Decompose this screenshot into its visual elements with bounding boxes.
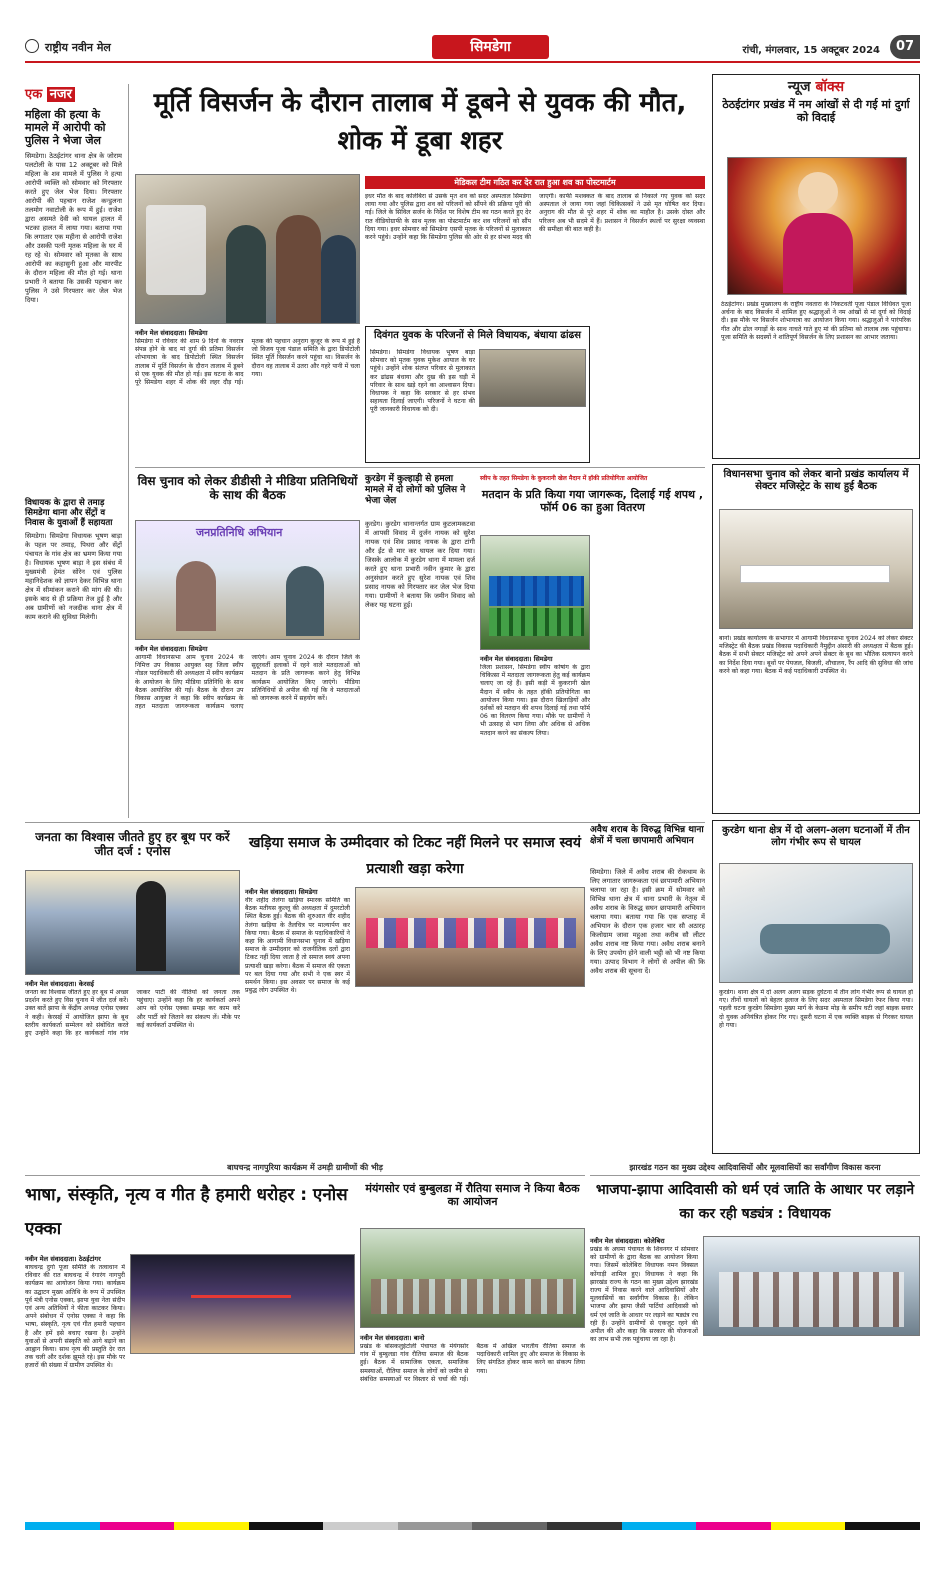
ddc-body: आगामी विधानसभा आम चुनाव 2024 के निमित्त उप विकास आयुक्त सह जिला स्वीप नोडल पदाधिकारी की अध्यक्षता में स्वीप कार्यक्रम के आयोजन के लिए मीडिया प्रतिनिधि के साथ बैठक आयोजित की गई। बैठक के दौरान उप विकास आयुक्त ने कहा कि स्वीप कार्यक्रम के तहत मतदाता जागरूकता कार्यक्रम चलाए जाएंगे। आम चुनाव 2024 के दौरान जिले के सुदूरवर्ती इलाकों में रहने वाले मतदाताओं को मतदान के प्रति जागरूक करने हेतु विभिन्न कार्यक्रम आयोजित किए जाएंगे। मीडिया प्रतिनिधियों से अपील की गई कि वे मतदाताओं को जागरूक करने में सहयोग करें।	[135, 654, 360, 711]
sweep-dateline: नवीन मेल संवाददाता। सिमडेगा	[480, 655, 553, 663]
ddc-dateline: नवीन मेल संवाददाता। सिमडेगा	[135, 645, 208, 653]
manjhi-dateline: नवीन मेल संवाददाता। बानो	[360, 1334, 425, 1342]
lead-dateline: नवीन मेल संवाददाता। सिमडेगा	[135, 329, 208, 337]
anos1-headline: जनता का विश्वास जीतते हुए हर बूथ पर करें जीत दर्ज : एनोस	[35, 830, 230, 859]
news-box-headline: ठेठईटांगर प्रखंड में नम आंखों से दी गई मां दुर्गा को विदाई	[722, 98, 910, 125]
anos2-body-cont	[130, 1359, 355, 1514]
bjp-body-cont	[703, 1341, 920, 1514]
ek-nazar-headline-1: महिला की हत्या के मामले में आरोपी को पुलिस ने भेजा जेल	[25, 108, 106, 148]
sweep-headline: मतदान के प्रति किया गया जागरूक, दिलाई गई शपथ , फॉर्म 06 का हुआ वितरण	[481, 488, 704, 515]
mla-box-headline: दिवंगत युवक के परिजनों से मिले विधायक, बंधाया ढांढस	[373, 330, 581, 341]
news-box-tag-a: न्यूज	[787, 79, 811, 95]
section-rule-2	[25, 822, 705, 823]
section-rule	[135, 467, 705, 468]
ddc-banner: जनप्रतिनिधि अभियान	[196, 526, 283, 539]
liquor-headline: अवैध शराब के विरुद्ध विभिन्न थाना क्षेत्रों में चला छापामारी अभियान	[590, 825, 704, 846]
ddc-photo	[135, 520, 360, 640]
ddc-headline: विस चुनाव को लेकर डीडीसी ने मीडिया प्रतिनिधियों के साथ की बैठक	[137, 474, 358, 503]
bjp-photo	[703, 1236, 920, 1336]
lead-body-b: इधर मौत के बाद कोलेबिरा से उसके मृत शव को सदर अस्पताल सिमडेगा लाया गया और पुलिस द्वारा शव को परिजनों को सौंपने की प्रक्रिया पूरी की गई। जिले के सिविल सर्जन के निर्देश पर विशेष टीम का गठन करते हुए देर रात वीडियोग्राफी के साथ मृतक का पोस्टमार्टम कर शव परिजनों को सौंप दिया गया। इधर सोमवार को सिमडेगा एसपी मृतक के परिजनों से मुलाकात करने पहुंचे। उन्होंने कहा कि सिमडेगा पुलिस की ओर से हर संभव मदद की जाएगी। काफी मशक्कत के बाद तालाब से निकाले गए युवक को सदर अस्पताल ले जाया गया जहां चिकित्सकों ने उसे मृत घोषित कर दिया। अनुराग की मौत से पूरे शहर में शोक का माहौल है। उसके दोस्त और परिजन अब भी सदमे में हैं। प्रशासन ने विसर्जन स्थलों पर सुरक्षा व्यवस्था की समीक्षा की बात कही है।	[365, 193, 705, 242]
manjhi-body: प्रखंड के बांसकलुईटोली पंचायत के मंयंगसोर गांव में बुम्बुलडा गांव रौतिया समाज की बैठक हुई। बैठक में सामाजिक एकता, समाजिक समस्याओं, रौतिया समाज के लोगों को जमीन से संबंधित समस्याओं पर विस्तार से चर्चा की गई। बैठक में अखिल भारतीय रौतिया समाज के पदाधिकारी शामिल हुए और समाज के विकास के लिए संगठित होकर काम करने का संकल्प लिया गया।	[360, 1343, 585, 1383]
anos1-body: जनता का विश्वास जीतते हुए हर बूथ में अच्छा प्रदर्शन करते हुए विस चुनाव में जीत दर्ज करें। उक्त बातें झापा के केंद्रीय अध्यक्ष एनोस एक्का ने कही। केरसई में आयोजित झापा के बूथ स्तरीय कार्यकर्ता सम्मेलन को संबोधित करते हुए उन्होंने कहा कि हर कार्यकर्ता गांव गांव जाकर पार्टी की नीतियों को जनता तक पहुंचाए। उन्होंने कहा कि हर कार्यकर्ता अपने आप को एनोस एक्का समझ कर काम करें और पार्टी को जिताने का संकल्प लें। मौके पर कई कार्यकर्ता उपस्थित थे।	[25, 989, 240, 1038]
column-rule	[128, 84, 129, 818]
color-registration-strip	[25, 1522, 920, 1530]
bjp-body: प्रखंड के अघमा पंचायत के शिवनगर में सोमवार को ग्रामीणों के द्वारा बैठक का आयोजन किया गया। जिसमें कोलेबिरा विधायक नमन विक्सल कोंगाड़ी शामिल हुए। विधायक ने कहा कि झारखंड राज्य के गठन का मुख्य उद्देश्य झारखंड राज्य में निवास करने वाले आदिवासियों और मूलवासियों का सर्वांगीण विकास है। लेकिन भाजपा और झापा जैसी पार्टियां आदिवासी को धर्म एवं जाति के आधार पर लड़ाने का षड्यंत्र रच रही हैं। उन्होंने ग्रामीणों से एकजुट रहने की अपील की और कहा कि सरकार की योजनाओं का लाभ सभी तक पहुंचाया जा रहा है।	[590, 1246, 698, 1344]
lead-kicker: मेडिकल टीम गठित कर देर रात हुआ शव का पोस्टमार्टम	[365, 176, 705, 189]
sweep-body-cont	[594, 535, 705, 814]
kharia-headline: खड़िया समाज के उम्मीदवार को टिकट नहीं मिलने पर समाज स्वयं प्रत्याशी खड़ा करेगा	[249, 835, 581, 877]
durga-idol-photo	[727, 157, 907, 295]
bottom-kicker-left: बाघचन्द्र नागपुरिया कार्यक्रम में उमड़ी ग्रामीणों की भीड़	[25, 1162, 585, 1176]
anos2-photo	[130, 1254, 355, 1354]
sweep-body: जिला प्रशासन, सिमडेगा स्वीप कोषांग के द्वारा चिकित्सा में मतदाता जागरूकता हेतु कई कार्यक्रम चलाए जा रहे हैं। इसी कड़ी में कुकरानी खेल मैदान में स्वीप के तहत हॉकी प्रतियोगिता का आयोजन किया गया। इस दौरान खिलाड़ियों और दर्शकों को मतदान की शपथ दिलाई गई तथा फॉर्म 06 का वितरण किया गया। मौके पर ग्रामीणों ने भी उत्साह से भाग लिया और अधिक से अधिक मतदान करने का संकल्प लिया।	[480, 664, 590, 737]
registration-mark	[25, 39, 39, 53]
meeting-photo	[719, 509, 913, 629]
ek-nazar-tag-a: एक	[25, 87, 43, 102]
anos2-body: बाघचन्द्र दुर्गा पूजा समिति के तत्वाधान में रविवार की रात बाघचन्द्र में रंगारंग नागपुरी कार्यक्रम का आयोजन किया गया। कार्यक्रम का उद्घाटन मुख्य अतिथि के रूप में उपस्थित पूर्व मंत्री एनोस एक्का, झापा युवा नेता संदीप एवं अन्य अतिथियों ने फीता काटकर किया। अपने संबोधन में एनोस एक्का ने कहा कि भाषा, संस्कृति, नृत्य एवं गीत हमारी पहचान है और हमें इसे बचाए रखना है। उन्होंने युवाओं से अपनी संस्कृति को आगे बढ़ाने का आह्वान किया। साथ नृत्य की प्रस्तुति देर रात तक चली और दर्शक झूमते रहे। इस मौके पर हजारों की संख्या में ग्रामीण उपस्थित थे।	[25, 1264, 125, 1370]
kharia-body-cont	[355, 992, 585, 1154]
injury-headline: कुरडेग थाना क्षेत्र में दो अलग-अलग घटनाओं में तीन लोग गंभीर रूप से घायल	[722, 825, 910, 848]
lead-body-c	[594, 326, 705, 463]
news-box-tag-b: बॉक्स	[815, 79, 845, 95]
ek-nazar-tag-b: नजर	[47, 87, 75, 102]
anos1-dateline: नवीन मेल संवाददाता। केरसई	[25, 980, 94, 988]
lead-headline: मूर्ति विसर्जन के दौरान तालाब में डूबने से युवक की मौत, शोक में डूबा शहर	[153, 88, 687, 156]
injury-box	[712, 820, 920, 1154]
attack-headline: कुरडेग में कुल्हाड़ी से हमला मामले में दो लोगों को पुलिस ने भेजा जेल	[365, 474, 466, 506]
meeting-headline: विधानसभा चुनाव को लेकर बानो प्रखंड कार्यालय में सेक्टर मजिस्ट्रेट के साथ हुई बैठक	[723, 469, 909, 492]
news-box	[712, 74, 920, 459]
news-box-body: ठेठईटांगर। प्रखंड मुख्यालय के राष्ट्रीय नवतारा के निकटवर्ती पूजा पंडाल विधिवत पूजा अर्चना के बाद विसर्जन में शामिल हुए श्रद्धालुओं ने नम आंखों से मां दुर्गा को विदाई दी। इस मौके पर विसर्जन शोभायात्रा का आयोजन किया गया। श्रद्धालुओं ने पारंपरिक गीत और ढोल नगाड़ों के साथ नाचते गाते हुए मां की प्रतिमा को तालाब तक पहुंचाया। पूजा समिति के सदस्यों ने शांतिपूर्ण विसर्जन के लिए प्रशासन का आभार जताया।	[721, 301, 911, 341]
meeting-body: बानो। प्रखंड कार्यालय के सभागार में आगामी विधानसभा चुनाव 2024 को लेकर सेक्टर मजिस्ट्रेट की बैठक प्रखंड विकास पदाधिकारी नैमुद्दीन अंसारी की अध्यक्षता में बैठक हुई। बैठक में सभी सेक्टर मजिस्ट्रेट को अपने अपने सेक्टर के बूथ का भौतिक सत्यापन करने का निर्देश दिया गया। बूथों पर पेयजल, बिजली, शौचालय, रैंप आदि की सुविधा की जांच करने को कहा गया। बैठक में कई पदाधिकारी उपस्थित थे।	[719, 635, 913, 675]
anos2-headline: भाषा, संस्कृति, नृत्य व गीत है हमारी धरोहर : एनोस एक्का	[25, 1185, 348, 1239]
sweep-kicker: स्वीप के तहत सिमडेगा के कुकरानी खेल मैदान में हॉकी प्रतियोगिता आयोजित	[480, 475, 648, 482]
ek-nazar-column	[25, 84, 122, 818]
masthead-bar	[25, 33, 920, 63]
anos1-photo	[25, 870, 240, 975]
section-title: सिमडेगा	[432, 35, 549, 59]
dateline-header: रांची, मंगलवार, 15 अक्टूबर 2024	[742, 45, 880, 56]
mla-box-photo	[479, 349, 586, 407]
bjp-headline: भाजपा-झापा आदिवासी को धर्म एवं जाति के आधार पर लड़ाने का कर रही षड्यंत्र : विधायक	[595, 1182, 915, 1222]
anos2-dateline: नवीन मेल संवाददाता। ठेठईटांगर	[25, 1255, 101, 1263]
attack-body: कुरडेग। कुरडेग थानान्तर्गत ग्राम कुटलामकटवा में आपसी विवाद में दुर्जन नायक को सुरेश नायक एवं शिव प्रसाद नायक के द्वारा टांगी और ईंट से मार कर घायल कर दिया गया। जिसके आलोक में कुरडेग थाना में मामला दर्ज करते हुए थाना प्रभारी नवीन कुमार के द्वारा अनुसंधान करते हुए सुरेश नायक एवं शिव प्रसाद नायक को गिरफ्तार कर जेल भेज दिया गया। ग्रामीणों ने बताया कि जमीन विवाद को लेकर यह घटना हुई।	[365, 520, 475, 609]
meeting-box	[712, 464, 920, 814]
mla-box-body: सिमडेगा। सिमडेगा विधायक भूषण बाड़ा सोमवार को मृतक युवक मुकेश आयाल के घर पहुंचे। उन्होंने शोक संतप्त परिवार से मुलाकात कर ढांढस बंधाया और दुख की इस घड़ी में परिवार के साथ खड़े रहने का आश्वासन दिया। विधायक ने कहा कि सरकार से हर संभव सहायता दिलाई जाएगी। परिजनों ने घटना की पूरी जानकारी विधायक को दी।	[370, 349, 475, 414]
ek-nazar-body-1: सिमडेगा। ठेठईटांगर थाना क्षेत्र के जोराम पलटोली के पास 12 अक्टूबर को मिले महिला के शव मामले में पुलिस ने हत्या आरोपी व्यक्ति को सोमवार को गिरफ्तार करते हुए जेल भेज दिया। गिरफ्तार आरोपी की पहचान राजेश कन्डुलना तलमोग नवाटोली के रूप में हुई। राजेश द्वारा असमते देवी को घायल हालत में भटका हालत में लाया गया। बताया गया कि लगातार एक महीना से आरोपी राजेश और उसकी पत्नी मृतक महिला के घर में रह रहे थे। सोमवार को मृतका के साथ आरोपी का कहासुनी हुआ और मारपीट के दौरान महिला की मौत हो गई। थाना प्रभारी ने बताया कि उसकी पहचान कर पुलिस ने उसे गिरफ्तार कर जेल भेज दिया।	[25, 151, 122, 304]
ek-nazar-body-2: सिमडेगा। सिमडेगा विधायक भूषण बाड़ा के पहल पर तमाड़, पिथरा और सेंट्रों पंचायत के गांव क्षेत्र का भ्रमण किया गया है। विधायक भूषण बाड़ा ने इस संबंध में मुख्यमंत्री हेमंत सोरेन एवं पुलिस महानिदेशक को ज्ञापन देकर विभिन्न थाना क्षेत्र में सीमांकन कराने की मांग की थी। इसके बाद से ही प्रक्रिया तेज हुई है और अब ग्रामीणों को नजदीक थाना क्षेत्र में काम कराने की सुविधा मिलेगी।	[25, 532, 122, 622]
lead-photo	[135, 174, 360, 324]
injury-photo	[719, 863, 913, 983]
bjp-dateline: नवीन मेल संवाददाता। कोलेबिरा	[590, 1237, 665, 1245]
hockey-team-photo	[480, 535, 590, 650]
masthead-logo: राष्ट्रीय नवीन मेल	[45, 41, 111, 54]
bottom-kicker-right: झारखंड गठन का मुख्य उद्देश्य आदिवासियों और मूलवासियों का सर्वांगीण विकास करना	[590, 1162, 920, 1176]
injury-body: कुरडेग। थाना क्षेत्र में दो अलग अलग सड़क दुर्घटना में तीन लोग गंभीर रूप से घायल हो गए। तीनों घायलों को बेहतर इलाज के लिए सदर अस्पताल सिमडेगा रेफर किया गया। पहली घटना कुरडेग सिमडेगा मुख्य मार्ग के केडमा मोड़ के समीप घटी जहां बाइक सवार दो युवक अनियंत्रित होकर गिर गए। दूसरी घटना में एक व्यक्ति बाइक से गिरकर घायल हो गया।	[719, 989, 913, 1029]
kharia-dateline: नवीन मेल संवाददाता। सिमडेगा	[245, 888, 318, 896]
manjhi-photo	[360, 1228, 585, 1328]
mla-box	[365, 326, 590, 463]
kharia-photo	[355, 887, 585, 987]
news-box-tag	[713, 77, 919, 96]
kharia-body: वीर शहीद तेलंगा खड़िया स्मारक समिति का बैठक मतीयस कुल्लू की अध्यक्षता में दुमरटोली स्थित बैठक हुई। बैठक की शुरुआत वीर शहीद तेलंगा खड़िया के तैलचित्र पर माल्यार्पण कर किया गया। बैठक में समाज के पदाधिकारियों ने कहा कि आगामी विधानसभा चुनाव में खड़िया समाज के उम्मीदवार को राजनीतिक दलों द्वारा टिकट नहीं दिया जाता है तो समाज स्वयं अपना प्रत्याशी खड़ा करेगा। बैठक में समाज की एकता पर बल दिया गया और सभी ने एक स्वर में समर्थन किया। इस अवसर पर समाज के कई प्रबुद्ध लोग उपस्थित थे।	[245, 897, 350, 995]
manjhi-headline: मंयंगसोर एवं बुम्बुलडा में रौतिया समाज ने किया बैठक का आयोजन	[365, 1182, 580, 1209]
mla-box-body-cont	[479, 411, 586, 461]
page-number: 07	[890, 35, 920, 59]
liquor-body: सिमडेगा। जिले में अवैध शराब की रोकथाम के लिए लगातार जागरूकता एवं छापामारी अभियान चलाया जा रहा है। इसी क्रम में सोमवार को विभिन्न थाना क्षेत्र में थाना प्रभारी के नेतृत्व में अवैध शराब के विरुद्ध सघन छापामारी अभियान चलाया गया। बताया गया कि एक सप्ताह में अभियान के दौरान एक हजार चार सौ अठारह किलोग्राम जावा महुआ तथा करीब सौ लीटर अवैध शराब नष्ट किया गया। अवैध शराब बनाने के लिए उपयोग होने वाली भट्ठी को भी नष्ट किया गया। उत्पाद विभाग ने लोगों से अपील की कि अवैध शराब की सूचना दें।	[590, 868, 705, 975]
ek-nazar-headline-2: विधायक के द्वारा से तमाड़ सिमडेगा थाना और सेंट्रों व निवास के युवाओं हैं सहायता	[25, 497, 113, 528]
lead-body-a: सिमडेगा में रविवार की शाम 9 दिनों के नवरात्र संपन्न होने के बाद मां दुर्गा की प्रतिमा विसर्जन शोभायात्रा के बाद डिपोटोली स्थित विसर्जन तालाब में मूर्ति विसर्जन के दौरान तालाब में डूबने से एक युवक की मौत हो गई। इस घटना के बाद पूरे सिमडेगा शहर में शोक की लहर दौड़ गई। मृतक की पहचान अनुराग कुजूर के रूप में हुई है जो विजय पूजा पंडाल समिति के द्वारा डिपोटोली स्थित मूर्ति विसर्जन करने पहुंचा था। विसर्जन के दौरान वह तालाब में उतरा और गहरे पानी में चला गया।	[135, 338, 360, 387]
ek-nazar-tag	[25, 84, 122, 102]
